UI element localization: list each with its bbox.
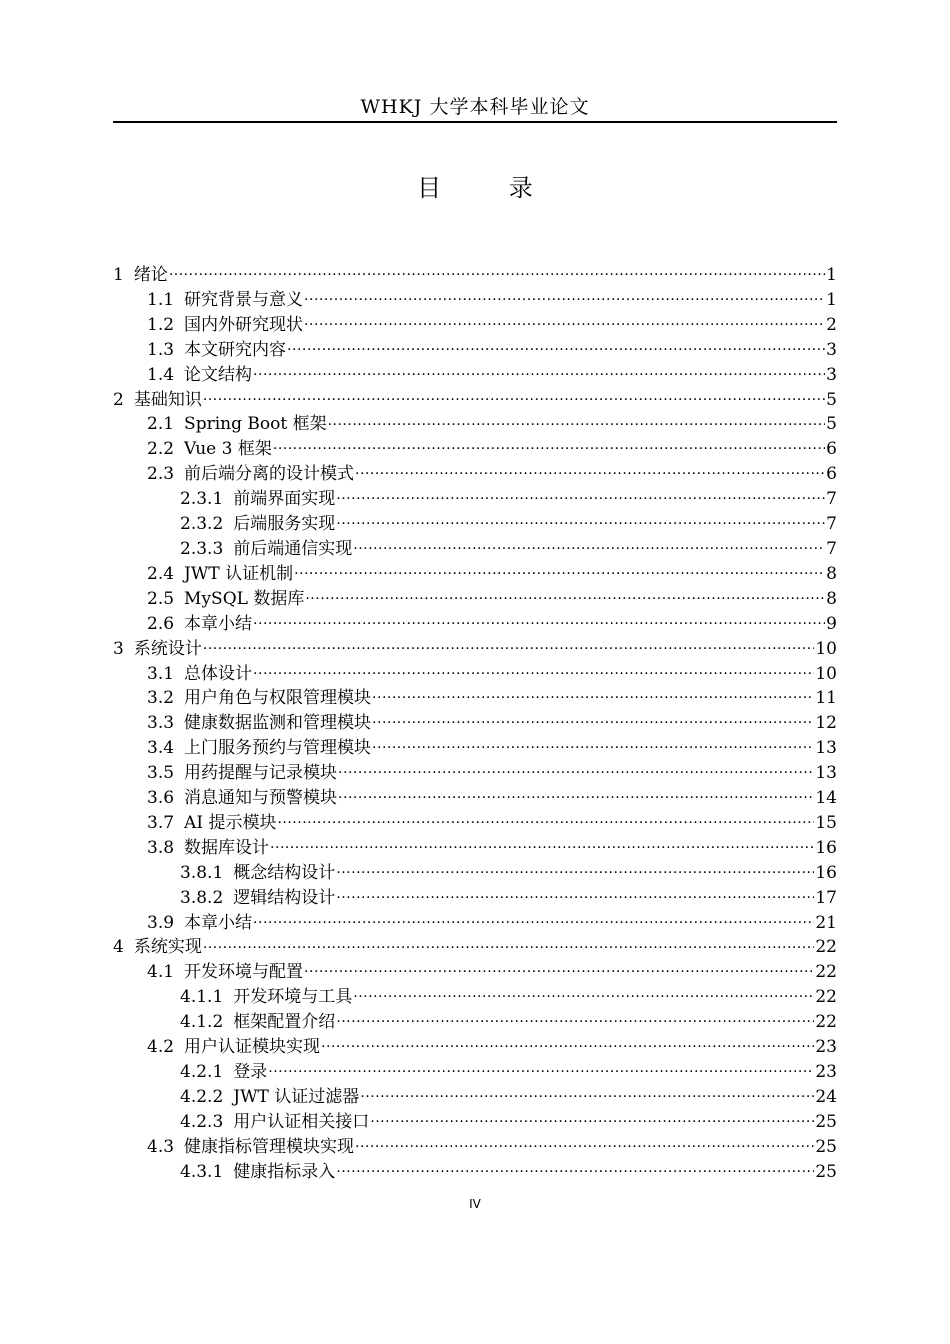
- toc-entry-number: 3: [113, 638, 124, 659]
- toc-entry-page: 24: [815, 1086, 837, 1107]
- toc-entry-page: 6: [826, 464, 837, 485]
- toc-entry-page: 16: [815, 862, 837, 883]
- toc-entry-label: 前端界面实现: [233, 489, 336, 510]
- toc-entry-page: 12: [815, 713, 837, 734]
- toc-entry-page: 1: [826, 265, 837, 285]
- toc-dot-leader: [353, 537, 825, 554]
- toc-entry-number: 1.1: [147, 289, 175, 310]
- toc-entry-number: 4.1.1: [180, 987, 224, 1008]
- toc-entry-label: 后端服务实现: [233, 514, 336, 535]
- toc-entry-page: 9: [826, 613, 837, 634]
- toc-entry[interactable]: [113, 736, 837, 761]
- toc-entry-page: 25: [815, 1111, 837, 1132]
- toc-entry-number: 2.6: [147, 613, 175, 634]
- toc-entry-page: 25: [815, 1136, 837, 1157]
- toc-dot-leader: [305, 587, 825, 604]
- toc-dot-leader: [253, 363, 825, 380]
- toc-entry-page: 5: [826, 414, 837, 435]
- toc-entry-page: 7: [826, 514, 837, 535]
- toc-entry-number: 2: [113, 389, 124, 410]
- toc-entry-label: 国内外研究现状: [184, 314, 304, 335]
- toc-entry[interactable]: [113, 861, 837, 886]
- toc-entry[interactable]: [113, 313, 837, 338]
- toc-entry-page: 25: [815, 1161, 837, 1182]
- toc-entry-page: 2: [826, 314, 837, 335]
- toc-entry[interactable]: [113, 512, 837, 537]
- toc-dot-leader: [328, 412, 826, 429]
- toc-entry-number: 3.2: [147, 688, 175, 709]
- toc-entry-label: 开发环境与配置: [184, 962, 304, 983]
- toc-dot-leader: [321, 1035, 814, 1052]
- toc-entry[interactable]: [113, 836, 837, 861]
- toc-entry-number: 4.1.2: [180, 1012, 224, 1033]
- toc-entry-page: 16: [815, 837, 837, 858]
- toc-entry[interactable]: [113, 288, 837, 313]
- toc-entry-number: 3.4: [147, 738, 175, 759]
- toc-entry-number: 3.5: [147, 763, 175, 784]
- toc-entry-page: 1: [826, 289, 837, 310]
- toc-dot-leader: [287, 338, 825, 355]
- toc-entry-page: 3: [826, 364, 837, 385]
- toc-entry-page: 6: [826, 439, 837, 460]
- toc-entry[interactable]: [113, 1085, 837, 1110]
- toc-entry-label: 系统实现: [133, 937, 202, 958]
- toc-dot-leader: [336, 886, 814, 903]
- toc-dot-leader: [336, 1010, 814, 1027]
- toc-entry-label: AI 提示模块: [184, 812, 277, 833]
- toc-entry-label: 上门服务预约与管理模块: [184, 738, 372, 759]
- toc-dot-leader: [203, 388, 825, 405]
- toc-dot-leader: [277, 811, 814, 828]
- toc-entry-page: 5: [826, 389, 837, 410]
- toc-dot-leader: [336, 1160, 814, 1177]
- toc-entry-label: 用户角色与权限管理模块: [184, 688, 372, 709]
- toc-entry-number: 1.3: [147, 339, 175, 360]
- toc-entry-label: 数据库设计: [184, 837, 270, 858]
- toc-entry-number: 4.2.3: [180, 1111, 224, 1132]
- toc-entry-page: 7: [826, 538, 837, 559]
- toc-entry-label: 系统设计: [133, 638, 202, 659]
- toc-entry-number: 2.5: [147, 588, 175, 609]
- toc-dot-leader: [169, 263, 825, 280]
- toc-dot-leader: [294, 562, 825, 579]
- table-of-contents: [113, 263, 837, 1185]
- toc-dot-leader: [203, 637, 815, 654]
- toc-dot-leader: [353, 985, 814, 1002]
- toc-entry-page: 10: [815, 663, 837, 684]
- toc-dot-leader: [304, 960, 814, 977]
- toc-entry-label: 登录: [233, 1062, 268, 1082]
- toc-entry[interactable]: [113, 487, 837, 512]
- toc-entry-label: 逻辑结构设计: [233, 887, 336, 908]
- toc-entry-number: 1.4: [147, 364, 175, 385]
- toc-entry-label: 本章小结: [184, 912, 253, 933]
- toc-entry-number: 1: [113, 265, 124, 285]
- toc-entry-label: 框架配置介绍: [233, 1012, 336, 1033]
- toc-entry-number: 3.1: [147, 663, 175, 684]
- toc-entry[interactable]: [113, 437, 837, 462]
- toc-dot-leader: [336, 861, 814, 878]
- toc-entry[interactable]: [113, 985, 837, 1010]
- toc-entry-label: 前后端分离的设计模式: [184, 464, 355, 485]
- toc-entry-number: 4.2.1: [180, 1062, 224, 1082]
- toc-entry-number: 4.2: [147, 1037, 175, 1058]
- toc-entry[interactable]: [113, 1010, 837, 1035]
- toc-dot-leader: [336, 512, 825, 529]
- toc-entry-number: 3.6: [147, 788, 175, 809]
- page-header: WHKJ 大学本科毕业论文: [360, 96, 590, 118]
- toc-entry-label: 用户认证相关接口: [233, 1111, 370, 1132]
- toc-entry[interactable]: [113, 1035, 837, 1060]
- toc-entry-label: Vue 3 框架: [184, 439, 272, 460]
- toc-entry-label: 健康数据监测和管理模块: [184, 713, 372, 734]
- toc-entry-page: 21: [815, 912, 837, 933]
- toc-dot-leader: [338, 786, 814, 803]
- toc-entry-number: 3.3: [147, 713, 175, 734]
- toc-entry-number: 2.3.2: [180, 514, 224, 535]
- toc-entry-number: 2.2: [147, 439, 175, 460]
- toc-dot-leader: [270, 836, 814, 853]
- toc-dot-leader: [370, 1110, 814, 1127]
- toc-dot-leader: [336, 487, 825, 504]
- toc-entry[interactable]: [113, 960, 837, 985]
- toc-entry-label: 研究背景与意义: [184, 289, 304, 310]
- toc-entry-label: 用户认证模块实现: [184, 1037, 321, 1058]
- toc-dot-leader: [304, 313, 825, 330]
- toc-entry-page: 8: [826, 563, 837, 584]
- toc-entry[interactable]: [113, 537, 837, 562]
- toc-entry[interactable]: [113, 662, 837, 687]
- toc-entry-page: 14: [815, 788, 837, 809]
- toc-entry[interactable]: [113, 612, 837, 637]
- toc-dot-leader: [372, 736, 814, 753]
- toc-entry-page: 23: [815, 1062, 837, 1082]
- toc-entry-label: 论文结构: [184, 364, 253, 385]
- toc-dot-leader: [253, 662, 814, 679]
- toc-dot-leader: [253, 612, 825, 629]
- toc-entry-label: MySQL 数据库: [184, 588, 305, 609]
- toc-dot-leader: [355, 462, 825, 479]
- toc-entry-label: JWT 认证机制: [184, 563, 294, 584]
- toc-entry-label: 健康指标管理模块实现: [184, 1136, 355, 1157]
- toc-entry-number: 1.2: [147, 314, 175, 335]
- toc-entry[interactable]: [113, 935, 837, 960]
- toc-dot-leader: [372, 686, 814, 703]
- toc-dot-leader: [338, 761, 814, 778]
- toc-entry-number: 4.2.2: [180, 1086, 224, 1107]
- toc-entry-page: 13: [815, 738, 837, 759]
- toc-entry-label: JWT 认证过滤器: [233, 1086, 360, 1107]
- toc-entry[interactable]: [113, 363, 837, 388]
- toc-title: 目 录: [417, 174, 563, 202]
- toc-entry-page: 22: [815, 987, 837, 1008]
- toc-entry-number: 4: [113, 937, 124, 958]
- toc-dot-leader: [273, 437, 825, 454]
- toc-entry-number: 3.7: [147, 812, 175, 833]
- toc-entry-number: 2.3.3: [180, 538, 224, 559]
- toc-dot-leader: [253, 911, 814, 928]
- toc-entry-number: 4.3: [147, 1136, 175, 1157]
- toc-entry-label: 本文研究内容: [184, 339, 287, 360]
- toc-entry-label: 前后端通信实现: [233, 538, 353, 559]
- page-number: IV: [469, 1197, 481, 1211]
- toc-entry[interactable]: [113, 1060, 837, 1085]
- toc-entry-label: Spring Boot 框架: [184, 414, 327, 435]
- toc-entry[interactable]: [113, 761, 837, 786]
- toc-entry-page: 23: [815, 1037, 837, 1058]
- toc-entry[interactable]: [113, 786, 837, 811]
- toc-entry-page: 22: [815, 937, 837, 958]
- toc-entry-page: 15: [815, 812, 837, 833]
- toc-entry-label: 总体设计: [184, 663, 253, 684]
- toc-dot-leader: [372, 711, 814, 728]
- toc-dot-leader: [268, 1060, 814, 1077]
- toc-entry[interactable]: [113, 263, 837, 288]
- toc-entry[interactable]: [113, 1160, 837, 1185]
- toc-entry[interactable]: [113, 911, 837, 936]
- toc-entry-page: 17: [815, 887, 837, 908]
- toc-entry[interactable]: [113, 412, 837, 437]
- toc-entry-label: 本章小结: [184, 613, 253, 634]
- toc-dot-leader: [203, 935, 815, 952]
- toc-entry-label: 基础知识: [133, 389, 202, 410]
- toc-entry-number: 2.1: [147, 414, 175, 435]
- toc-entry[interactable]: [113, 637, 837, 662]
- toc-entry[interactable]: [113, 388, 837, 413]
- toc-entry[interactable]: [113, 462, 837, 487]
- toc-dot-leader: [304, 288, 825, 305]
- toc-entry-number: 4.1: [147, 962, 175, 983]
- toc-entry-page: 10: [815, 638, 837, 659]
- toc-dot-leader: [355, 1135, 814, 1152]
- toc-entry[interactable]: [113, 562, 837, 587]
- toc-entry-number: 2.3: [147, 464, 175, 485]
- toc-dot-leader: [360, 1085, 814, 1102]
- header-rule: [113, 121, 837, 123]
- toc-entry-number: 3.9: [147, 912, 175, 933]
- toc-entry-page: 11: [815, 688, 837, 709]
- toc-entry-page: 8: [826, 588, 837, 609]
- toc-entry-label: 用药提醒与记录模块: [184, 763, 338, 784]
- toc-entry-number: 4.3.1: [180, 1161, 224, 1182]
- toc-entry-page: 3: [826, 339, 837, 360]
- toc-entry[interactable]: [113, 587, 837, 612]
- toc-entry-number: 3.8.1: [180, 862, 224, 883]
- toc-entry-page: 7: [826, 489, 837, 510]
- toc-entry[interactable]: [113, 1135, 837, 1160]
- toc-entry[interactable]: [113, 811, 837, 836]
- toc-entry-label: 消息通知与预警模块: [184, 788, 338, 809]
- toc-entry[interactable]: [113, 338, 837, 363]
- toc-entry[interactable]: [113, 886, 837, 911]
- toc-entry-label: 开发环境与工具: [233, 987, 353, 1008]
- toc-entry-label: 健康指标录入: [233, 1161, 336, 1182]
- toc-entry[interactable]: [113, 1110, 837, 1135]
- toc-entry[interactable]: [113, 711, 837, 736]
- toc-entry-number: 2.4: [147, 563, 175, 584]
- toc-entry-label: 绪论: [133, 265, 168, 285]
- toc-entry-page: 13: [815, 763, 837, 784]
- toc-entry-number: 3.8: [147, 837, 175, 858]
- toc-entry-number: 2.3.1: [180, 489, 224, 510]
- toc-entry-page: 22: [815, 1012, 837, 1033]
- toc-entry-number: 3.8.2: [180, 887, 224, 908]
- toc-entry-label: 概念结构设计: [233, 862, 336, 883]
- toc-entry-page: 22: [815, 962, 837, 983]
- toc-entry[interactable]: [113, 686, 837, 711]
